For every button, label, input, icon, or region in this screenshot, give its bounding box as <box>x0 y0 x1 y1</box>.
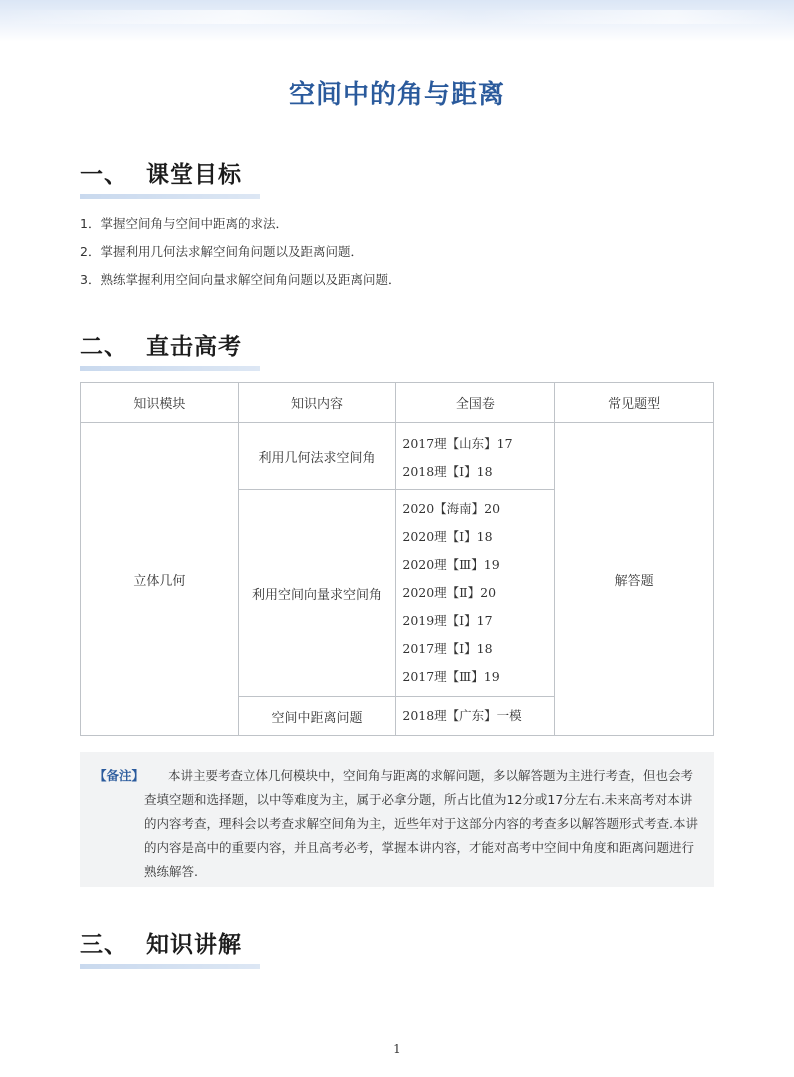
exam-entry: 2020理【Ⅰ】18 <box>402 529 493 544</box>
note-label: 【备注】 <box>94 768 145 783</box>
exam-entry: 2020【海南】20 <box>402 501 501 516</box>
header-decoration <box>0 0 794 42</box>
table-header-cell: 知识模块 <box>81 383 239 423</box>
section-underline <box>80 366 260 371</box>
table-header-row <box>81 383 714 423</box>
section-heading-lecture <box>80 926 242 959</box>
section-underline <box>80 964 260 969</box>
note-box <box>80 752 714 887</box>
table-header-cell: 知识内容 <box>238 383 396 423</box>
section-title: 课堂目标 <box>146 162 243 188</box>
section-number: 三、 <box>80 932 128 958</box>
module-cell: 立体几何 <box>81 423 239 736</box>
exam-cell <box>396 423 555 490</box>
exam-table <box>80 382 714 736</box>
content-cell: 利用空间向量求空间角 <box>238 490 396 697</box>
goal-item: 1．掌握空间角与空间中距离的求法． <box>80 216 288 231</box>
note-paragraph <box>94 764 698 884</box>
exam-entry: 2017理【Ⅲ】19 <box>402 669 500 684</box>
section-underline <box>80 194 260 199</box>
section-title: 知识讲解 <box>146 932 243 958</box>
exam-cell <box>396 697 555 736</box>
section-number: 二、 <box>80 334 128 360</box>
exam-entry: 2019理【Ⅰ】17 <box>402 613 493 628</box>
goal-item: 3．熟练掌握利用空间向量求解空间角问题以及距离问题． <box>80 272 401 287</box>
section-heading-exam <box>80 328 242 361</box>
section-title: 直击高考 <box>146 334 243 360</box>
document-title: 空间中的角与距离 <box>288 80 505 110</box>
page-number: 1 <box>393 1042 401 1056</box>
exam-cell <box>396 490 555 697</box>
table-header-cell: 全国卷 <box>396 383 555 423</box>
section-number: 一、 <box>80 162 128 188</box>
section-heading-goals <box>80 156 242 189</box>
exam-entry: 2017理【山东】17 <box>402 436 513 451</box>
question-type-cell: 解答题 <box>555 423 714 736</box>
table-header-cell: 常见题型 <box>555 383 714 423</box>
content-cell: 空间中距离问题 <box>238 697 396 736</box>
exam-entry: 2020理【Ⅲ】19 <box>402 557 500 572</box>
exam-entry: 2020理【Ⅱ】20 <box>402 585 497 600</box>
note-text: 本讲主要考查立体几何模块中，空间角与距离的求解问题，多以解答题为主进行考查，但也会考查填空题和选择题，以中等难度为主，属于必拿分题，所占比值为12分或17分左右.未来高考对本讲的内容考查，理科会以考查求解空间角为主，近些年对于这部分内容的考查多以解答题形式考查.本讲的内容是高中的重要内容，并且高考必考，掌握本讲内容，才能对高考中空间中角度和距离问题进行熟练解答. <box>144 768 698 879</box>
exam-entry: 2017理【Ⅰ】18 <box>402 641 493 656</box>
table-row <box>81 423 714 490</box>
content-cell: 利用几何法求空间角 <box>238 423 396 490</box>
goals-list <box>80 214 400 298</box>
exam-entry: 2018理【广东】一模 <box>402 708 522 723</box>
goal-item: 2．掌握利用几何法求解空间角问题以及距离问题． <box>80 244 363 259</box>
exam-entry: 2018理【Ⅰ】18 <box>402 464 493 479</box>
